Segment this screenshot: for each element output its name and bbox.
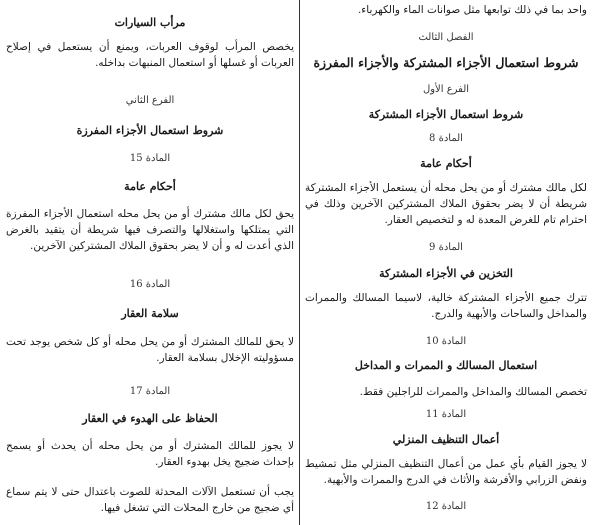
article-9-label: المادة 9 — [429, 242, 463, 253]
article-8-text: لكل مالك مشترك أو من يحل محله أن يستعمل الأجزاء المشتركة شريطة أن لا يضر بحقوق الملاك المشتركين الآخرين وذلك في احترام تام للغرض المعدة له و لتخصيص العقار. — [305, 182, 587, 226]
article-10-label: المادة 10 — [425, 336, 467, 347]
article-11-title: أعمال التنظيف المنزلي — [392, 433, 500, 446]
article-8-title: أحكام عامة — [420, 157, 472, 170]
chapter-title: شروط استعمال الأجزاء المشتركة والأجزاء المفرزة — [313, 55, 579, 70]
parking-text: يخصص المرأب لوقوف العربات، ويمنع أن يستعمل في إصلاح العربات أو غسلها أو استعمال المنبهات بداخله. — [6, 41, 294, 69]
article-17-title: الحفاظ على الهدوء في العقار — [82, 412, 218, 425]
column-divider — [299, 0, 300, 525]
left-column — [6, 0, 294, 525]
chapter-label: الفصل الثالث — [418, 32, 474, 43]
article-16-text: لا يحق للمالك المشترك أو من يحل محله أو كل شخص يوجد تحت مسؤوليته الإخلال بسلامة العقار. — [6, 336, 294, 364]
branch-title: شروط استعمال الأجزاء المشتركة — [368, 108, 524, 121]
article-10-title: استعمال المسالك و الممرات و المداخل — [354, 359, 538, 372]
article-15-title: أحكام عامة — [124, 180, 176, 193]
article-10-text: تخصص المسالك والمداخل والممرات للراجلين فقط. — [359, 386, 587, 398]
intro-line: واحد بما في ذلك توابعها مثل صوانات الماء والكهرباء. — [357, 4, 587, 16]
branch-2-label: الفرع الثاني — [125, 95, 175, 106]
article-9-title: التخزين في الأجزاء المشتركة — [379, 267, 513, 280]
article-17-text-2: يجب أن تستعمل الآلات المحدثة للصوت باعتدال حتى لا يتم سماع أي ضجيج من خارج المحلات التي تشغل فيها. — [6, 486, 294, 514]
right-column — [305, 0, 587, 525]
article-12-label: المادة 12 — [425, 501, 467, 512]
article-9-text: تترك جميع الأجزاء المشتركة خالية، لاسيما المسالك والممرات والمداخل والساحات والأبهية والدرج. — [305, 292, 587, 320]
article-15-text: يحق لكل مالك مشترك أو من يحل محله استعمال الأجزاء المفرزة التي يمتلكها واستغلالها والتصرف فيها شريطة أن يتقيد بالغرض الذي أعدت له و أن لا يضر بحقوق الملاك المشتركين الآخرين. — [6, 208, 294, 252]
article-11-label: المادة 11 — [425, 409, 467, 420]
article-16-label: المادة 16 — [129, 279, 171, 290]
article-15-label: المادة 15 — [129, 153, 171, 164]
branch-2-title: شروط استعمال الأجزاء المفرزة — [76, 124, 224, 137]
branch-label: الفرع الأول — [422, 84, 470, 95]
article-11-text: لا يجوز القيام بأي عمل من أعمال التنظيف المنزلي مثل تمشيط ونفض الزرابي والأفرشة والأثاث في الدرج والممرات والأبهية. — [305, 458, 587, 486]
article-17-label: المادة 17 — [129, 386, 171, 397]
article-17-text: لا يجوز للمالك المشترك أو من يحل محله أن يحدث أو يسمح بإحداث ضجيج يخل بهدوء العقار. — [6, 440, 294, 468]
parking-title: مرأب السيارات — [114, 16, 186, 29]
article-16-title: سلامة العقار — [121, 307, 179, 320]
article-8-label: المادة 8 — [429, 133, 463, 144]
